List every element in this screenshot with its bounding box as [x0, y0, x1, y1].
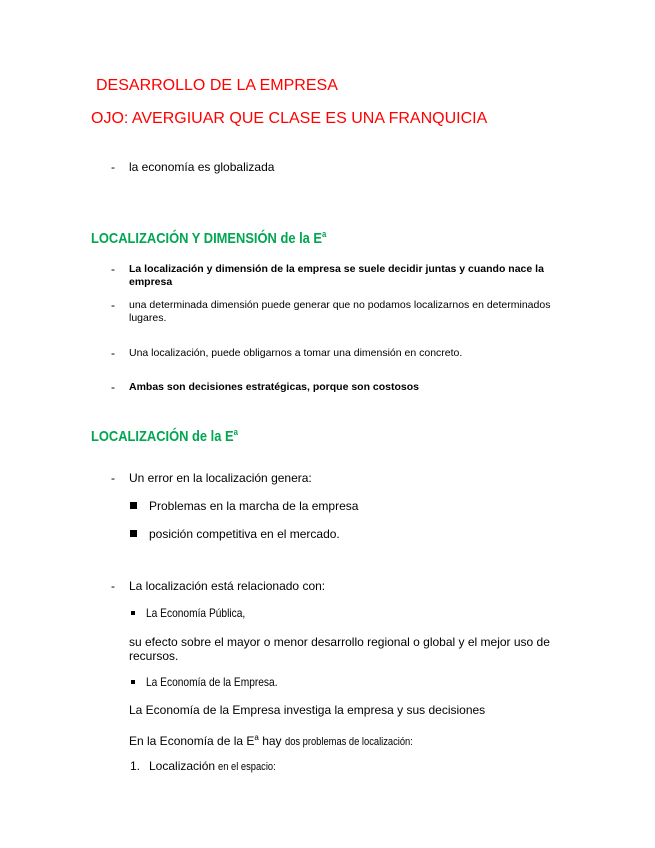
section-heading-location-dimension: LOCALIZACIÓN Y DIMENSIÓN de la $E^a$ — [91, 229, 327, 247]
dash-bullet: - — [111, 346, 115, 360]
franchise-note: OJO: AVERGIUAR QUE CLASE ES UNA FRANQUICIA — [91, 110, 488, 127]
list-item: posición competitiva en el mercado. — [149, 527, 340, 541]
localization-problems-line: En la Economía de la $E^a$ hay dos problemas de localización: — [129, 733, 413, 748]
public-effect-text: su efecto sobre el mayor o menor desarrollo regional o global y el mejor uso de recursos. — [129, 635, 550, 663]
business-economy-desc: La Economía de la Empresa investiga la empresa y sus decisiones — [129, 703, 486, 717]
square-bullet-icon — [131, 680, 135, 684]
intro-text: la economía es globalizada — [129, 160, 275, 174]
section-heading-location: LOCALIZACIÓN de la $E^a$ — [91, 427, 238, 445]
list-item: Una localización, puede obligarnos a tomar una dimensión en concreto. — [129, 347, 463, 359]
dash-bullet: - — [111, 298, 115, 312]
dash-bullet: - — [111, 380, 115, 394]
business-economy-label: La Economía de la Empresa. — [146, 675, 278, 689]
dash-bullet: - — [111, 471, 115, 485]
list-item: Problemas en la marcha de la empresa — [149, 499, 359, 513]
dash-bullet: - — [111, 160, 115, 174]
list-item: una determinada dimensión puede generar que no podamos localizarnos en determinados lugares. — [129, 299, 551, 324]
dash-bullet: - — [111, 579, 115, 593]
square-bullet-icon — [130, 530, 137, 537]
numbered-marker: 1. — [130, 759, 141, 773]
list-item: Ambas son decisiones estratégicas, porque son costosos — [129, 381, 420, 393]
public-economy-label: La Economía Pública, — [146, 606, 246, 620]
square-bullet-icon — [131, 611, 135, 615]
related-intro: La localización está relacionado con: — [129, 579, 326, 593]
dash-bullet: - — [111, 262, 115, 276]
numbered-item: Localización en el espacio: — [149, 759, 277, 773]
list-item: La localización y dimensión de la empresa se suele decidir juntas y cuando nace la empresa — [129, 263, 544, 288]
square-bullet-icon — [130, 502, 137, 509]
error-intro: Un error en la localización genera: — [129, 471, 312, 485]
document-title: DESARROLLO DE LA EMPRESA — [96, 77, 338, 94]
